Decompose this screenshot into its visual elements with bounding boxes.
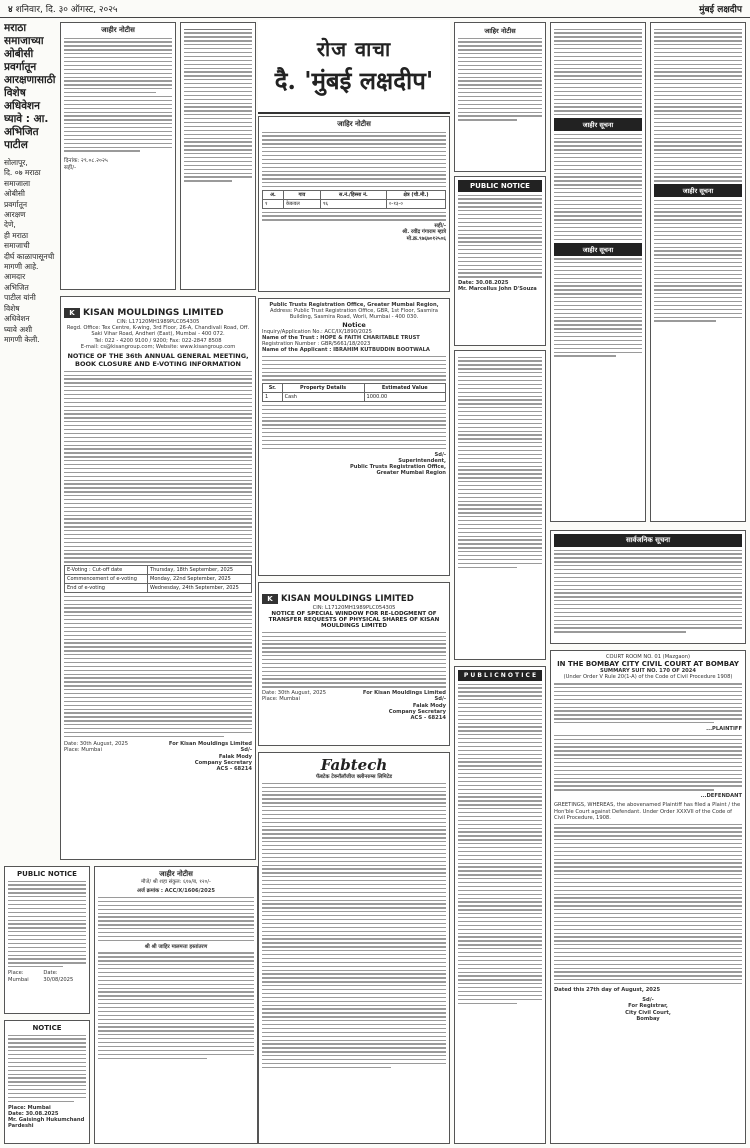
story-line: सोलापूर, — [4, 158, 28, 167]
public-notice-title: P U B L I C N O T I C E — [458, 670, 542, 681]
kisan-date: Date: 30th August, 2025 — [64, 741, 129, 748]
headline-line: प्रवर्गातून — [4, 61, 37, 73]
notice-title: जाहीर नोटीस — [159, 870, 193, 878]
story-line: ही मराठा — [4, 230, 29, 240]
story-line: विशेष — [4, 303, 20, 313]
fabtech-subtitle: फॅबटेक टेक्नॉलॉजीज क्लीनरुम्स लिमिटेड — [315, 774, 393, 780]
trust-reg-no: Registration Number : GBR/5661/18/2023 — [262, 341, 371, 348]
public-notice-name: Mr. Marcellus John D'Souza — [458, 286, 537, 293]
notice-sign: सही/- — [64, 164, 77, 171]
news-story-column — [4, 22, 56, 662]
sign-line: Company Secretary — [388, 708, 446, 715]
kisan-body-lines — [64, 371, 252, 563]
notice-title: जाहीर सूचना — [654, 184, 742, 197]
headline-line: समाजाच्या — [4, 35, 44, 47]
kisan-sign-line: Falak Mody — [218, 753, 252, 760]
story-line: दीर्घ काळापासूनची — [4, 251, 55, 261]
date-line: शनिवार, दि. ३० ऑगस्ट, २०२५ — [15, 5, 118, 15]
notice-body-title: श्री श्री जाहिर मालमत्ता हस्तांतरण — [144, 943, 208, 950]
plaintiff-label: ...PLAINTIFF — [706, 726, 742, 732]
story-line: अधिवेशन — [4, 314, 30, 324]
notice-title: NOTICE — [32, 1024, 62, 1032]
land-table — [262, 190, 446, 209]
kisan-place: Place: Mumbai — [64, 747, 102, 754]
headline-line: अधिवेशन — [4, 100, 41, 112]
kisan-company-name: KISAN MOULDINGS LIMITED — [83, 308, 224, 318]
trust-name: Name of the Trust : HOPE & FAITH CHARITABLE TRUST — [262, 334, 420, 341]
story-line: समाजाला — [4, 178, 31, 188]
kisan-body-lines-2 — [64, 596, 252, 737]
kisan-notice-title: NOTICE OF THE 36th ANNUAL GENERAL MEETING, BOOK CLOSURE AND E-VOTING INFORMATION — [67, 352, 249, 369]
trust-head: Notice — [342, 320, 366, 329]
headline-line: पाटील — [4, 139, 28, 151]
kisan-cin: CIN: L17120MH1989PLC054305 — [312, 605, 396, 611]
notice-body-lines — [64, 38, 172, 152]
notice-title: जाहीर नोटीस — [101, 26, 135, 34]
trust-property-table — [262, 383, 446, 402]
sign-line: Falak Mody — [412, 702, 446, 709]
notice-date: Date: 30.08.2025 — [8, 1110, 59, 1117]
notice-subtitle: मौजे/ श्री शहा संकुल: ६१७/ब, १२०/- — [141, 879, 211, 885]
trust-applicant: Name of the Applicant : IBRAHIM KUTBUDDIN BOOTWALA — [262, 347, 430, 354]
headline-line: अभिजित — [4, 126, 39, 138]
suit-number: SUMMARY SUIT NO. 170 OF 2024 — [599, 668, 697, 675]
court-summons — [550, 650, 746, 1146]
headline-line: आरक्षणासाठी — [4, 74, 56, 86]
sarvajanik-notice — [550, 530, 746, 646]
banner-line-2: दै. 'मुंबई लक्षदीप' — [274, 66, 434, 95]
page-date-line — [8, 2, 118, 15]
sign-line: City Civil Court, — [625, 1009, 671, 1016]
sign-line: For Registrar, — [628, 1003, 668, 1010]
story-line: घ्यावे अशी — [4, 324, 33, 334]
public-notice-left — [4, 866, 90, 1016]
story-line: समाजाची — [4, 241, 30, 251]
page-number: ४ — [8, 5, 13, 15]
notice-title: जाहीर सूचना — [554, 243, 642, 256]
kisan-logo — [262, 594, 414, 604]
court-name: IN THE BOMBAY CITY CIVIL COURT AT BOMBAY — [557, 660, 739, 669]
table-row: End of e-voting Wednesday, 24th September, 2025 — [65, 584, 252, 593]
kisan-evoting-table — [64, 565, 252, 593]
public-notice-date: Date: 30/08/2025 — [43, 970, 74, 983]
sign-line: श्री. रवींद्र गंगाराम म्हात्रे — [402, 229, 446, 236]
sign-line: सही/- — [434, 223, 446, 230]
jahir-notice-center — [258, 116, 450, 294]
headline-line: मराठा — [4, 22, 27, 34]
right-notices — [550, 22, 746, 526]
promo-banner — [258, 20, 450, 114]
kisan-sign-line: For Kisan Mouldings Limited — [168, 741, 252, 748]
kisan-special-window-notice — [258, 582, 450, 748]
notice-title: जाहीर सूचना — [554, 118, 642, 131]
sign-line: Sd/- — [434, 696, 446, 703]
marathi-notice-left — [60, 22, 176, 292]
page-header — [0, 0, 750, 18]
fabtech-logo: Fabtech — [320, 756, 388, 774]
mid-right-column — [454, 22, 546, 662]
table-row: 1 Cash 1000.00 — [263, 393, 446, 402]
court-greeting: GREETINGS, WHEREAS, the abovenamed Plaintiff has filed a Plaint / the Hon'ble Court against Defendant. Under Order XXXVII of the Code of Civil Procedure, 1908. — [554, 802, 741, 821]
table-row: Sr. Property Details Estimated Value — [263, 384, 446, 393]
kisan-sign-line: Sd/- — [240, 747, 252, 754]
sign-line: Public Trusts Registration Office, — [349, 463, 446, 470]
notice-title: जाहिर नोटीस — [484, 27, 516, 35]
story-line: आमदार — [4, 272, 26, 282]
sign-line: ACS - 68214 — [410, 714, 446, 721]
kisan-special-title: NOTICE OF SPECIAL WINDOW FOR RE-LODGMENT OF TRANSFER REQUESTS OF PHYSICAL SHARES OF KISAN MOULDINGS LIMITED — [268, 611, 440, 630]
story-line: मागणी आहे. — [4, 262, 39, 272]
kisan-sign-line: Company Secretary — [194, 759, 252, 766]
court-room: COURT ROOM NO. 01 (Mazgaon) — [605, 654, 691, 660]
sign-line: For Kisan Mouldings Limited — [362, 690, 446, 697]
public-notice-title: PUBLIC NOTICE — [17, 870, 77, 878]
story-body — [4, 158, 56, 345]
kisan-regd: Regd. Office: Tex Centre, K-wing, 3rd Floor, 26-A, Chandivali Road, Off. Saki Vihar Road, Andheri (East), Mumbai - 400 072. — [66, 325, 250, 338]
kisan-logo-icon: K — [262, 594, 278, 604]
notice-ref: अर्ज क्रमांक : ACC/X/1606/2025 — [137, 888, 215, 895]
english-notice-top — [180, 22, 256, 292]
defendant-label: ...DEFENDANT — [700, 793, 742, 800]
sign-line: Sd/- — [642, 997, 654, 1004]
sign-line: Bombay — [636, 1015, 660, 1022]
notice-title: सार्वजनिक सूचना — [554, 534, 742, 547]
headline-line: घ्यावे : आ. — [4, 113, 49, 125]
kisan-agm-notice — [60, 296, 256, 862]
paper-name: मुंबई लक्षदीप — [699, 5, 742, 15]
sign-line: Superintendent, — [398, 457, 446, 464]
kisan-logo — [64, 308, 224, 318]
story-line: आरक्षण — [4, 210, 26, 220]
notice-date: दिनांक: २९.०८.२०२५ — [64, 157, 108, 164]
notice-place: Place: Mumbai — [8, 1104, 51, 1111]
public-notice-mid2 — [454, 666, 546, 1146]
notice-name: Mr. Gaisingh Hukumchand Pardeshi — [8, 1117, 85, 1130]
table-row: १ केकवल ९६ ०-१३-० — [263, 199, 446, 208]
table-row: अ. गाव स.नं./हिस्सा नं. क्षेत्र (चौ.मी.) — [263, 190, 446, 199]
headline — [4, 22, 56, 152]
sign-line: मो.क्र.९७६७०१२५०६ — [406, 235, 446, 242]
kisan-cin: CIN: L17120MH1989PLC054305 — [116, 319, 200, 325]
story-line: देणे, — [4, 220, 16, 230]
trust-office: Public Trusts Registration Office, Greater Mumbai Region, — [269, 302, 439, 308]
kisan-place: Place: Mumbai — [262, 696, 300, 703]
court-date: Dated this 27th day of August, 2025 — [554, 986, 661, 993]
table-row: E-Voting : Cut-off date Thursday, 18th September, 2025 — [65, 566, 252, 575]
headline-line: ओबीसी — [4, 48, 34, 60]
public-notice-title: PUBLIC NOTICE — [458, 180, 542, 192]
kisan-company-name: KISAN MOULDINGS LIMITED — [281, 594, 414, 604]
public-notice-place: Place: Mumbai — [8, 970, 29, 983]
kisan-email: E-mail: cs@kisangroup.com; Website: www.kisangroup.com — [80, 343, 236, 350]
court-order: (Under Order V Rule 20(1-A) of the Code of Civil Procedure 1908) — [563, 674, 733, 681]
kisan-date: Date: 30th August, 2025 — [262, 690, 327, 697]
public-notice-date: Date: 30.08.2025 — [458, 280, 509, 287]
trust-app-no: Inquiry/Application No.: ACC/IX/1890/2025 — [262, 328, 372, 335]
story-line: प्रवर्गातून — [4, 199, 28, 209]
banner-line-1: रोज वाचा — [316, 37, 392, 61]
kisan-sign-line: ACS - 68214 — [216, 765, 252, 772]
story-line: मागणी केली. — [4, 334, 40, 344]
notice-left — [4, 1020, 90, 1146]
notice-title: जाहिर नोटीस — [337, 120, 371, 128]
table-row: Commencement of e-voting Monday, 22nd September, 2025 — [65, 575, 252, 584]
trust-registration-notice — [258, 298, 450, 578]
story-line: ओबीसी — [4, 189, 25, 199]
sign-line: Greater Mumbai Region — [376, 470, 446, 477]
sign-line: Sd/- — [434, 451, 446, 458]
kisan-logo-icon: K — [64, 308, 80, 318]
story-line: अभिजित — [4, 282, 29, 292]
story-line: पाटील यांनी — [4, 293, 36, 303]
headline-line: विशेष — [4, 87, 26, 99]
marathi-trust-notice — [94, 866, 258, 1146]
story-line: दि. ०७ मराठा — [4, 168, 41, 178]
trust-address: Address: Public Trust Registration Office, GBR, 1st Floor, Sasmira Building, Sasmira Road, Worli, Mumbai - 400 030. — [270, 308, 438, 321]
kisan-contact: Tel: 022 - 4200 9100 / 9200; Fax: 022-2847 8508 — [94, 337, 222, 344]
fabtech-notice — [258, 752, 450, 1146]
